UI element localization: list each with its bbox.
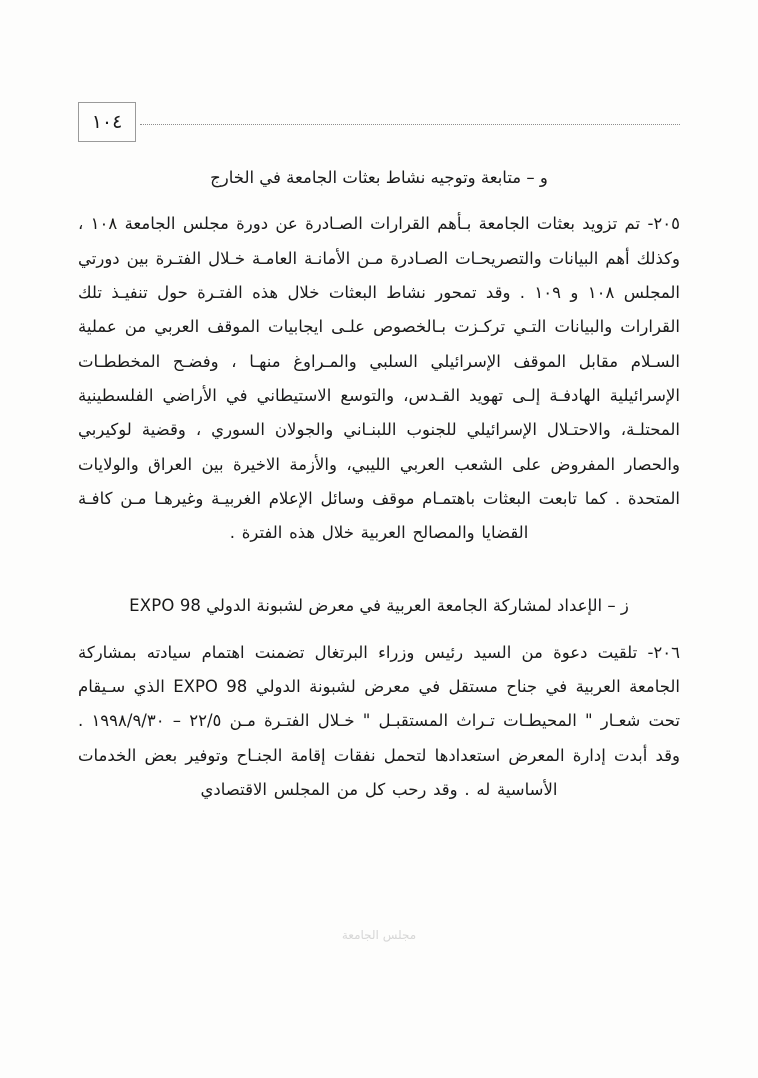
section-heading-bureaus: و – متابعة وتوجيه نشاط بعثات الجامعة في الخارج [210,168,548,187]
page-number: ١٠٤ [78,102,136,142]
page-header [78,102,680,142]
paragraph-number-205: ٢٠٥- [647,214,681,234]
footer-note-wrap [78,928,680,942]
footer-note: مجلس الجامعة [332,928,426,942]
header-divider [140,124,680,125]
section-spacer [78,556,680,590]
paragraph-number-206: ٢٠٦- [647,642,680,662]
paragraph-205 [78,207,680,550]
document-body [78,162,680,813]
paragraph-206 [78,636,680,808]
paragraph-205-text: تم تزويد بعثات الجامعة بـأهم القرارات الصـادرة عن دورة مجلس الجامعة ١٠٨ ، وكذلك أهم البيانات والتصريحـات الصـادرة مـن الأمانـة العامـة خـلال الفتـرة بين دورتي المجلس ١٠٨ و ١٠٩ . وقد تمحور نشاط البعثات خلال هذه الفتـرة حول تنفيـذ تلك القرارات والبيانات التـي تركـزت بـالخصوص علـى ايجابيات الموقف العربي من عملية السـلام مقابل الموقف الإسرائيلي السلبي والمـراوغ منهـا ، وفضـح المخططـات الإسرائيلية الهادفـة إلـى تهويد القـدس، والتوسع الاستيطاني في الأراضي الفلسطينية المحتلـة، والاحتـلال الإسرائيلي للجنوب اللبنـاني والجولان السوري ، وقضية لوكيربي والحصار المفروض على الشعب العربي الليبي، والأزمة الاخيرة بين العراق والولايات المتحدة . كما تابعت البعثات باهتمـام موقف وسائل الإعلام الغربيـة وغيرهـا مـن كافـة القضايا والمصالح العربية خلال هذه الفترة . [78,214,680,543]
paragraph-206-text: تلقيت دعوة من السيد رئيس وزراء البرتغال تضمنت اهتمام سيادته بمشاركة الجامعة العربية في جناح مستقل في معرض لشبونة الدولي 98 EXPO الذي سـيقام تحت شعـار " المحيطـات تـراث المستقبـل " خـلال الفتـرة مـن ٢٢/٥ – ١٩٩٨/٩/٣٠ . وقد أبدت إدارة المعرض استعدادها لتحمل نفقات إقامة الجنـاح وتوفير بعض الخدمات الأساسية له . وقد رحب كل من المجلس الاقتصادي [78,642,680,800]
page-footer [78,928,680,952]
section-heading-expo: ز – الإعداد لمشاركة الجامعة العربية في معرض لشبونة الدولي 98 EXPO [129,596,629,616]
